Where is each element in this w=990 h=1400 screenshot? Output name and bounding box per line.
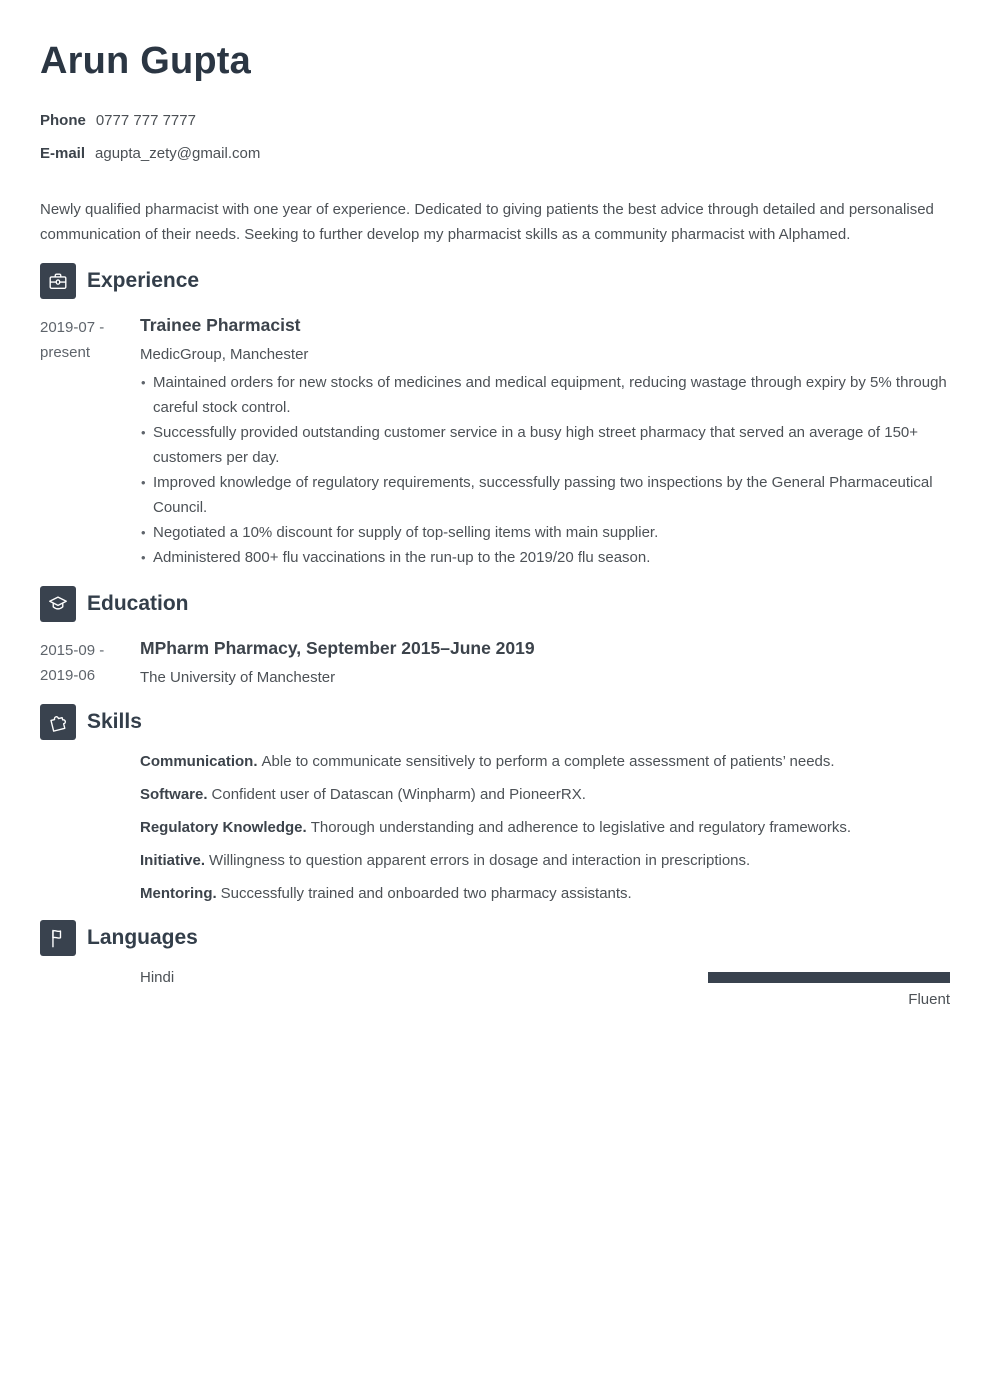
skill-item (140, 752, 950, 772)
skill-description: Willingness to question apparent errors in dosage and interaction in prescriptions. (209, 852, 751, 869)
skill-item (140, 785, 950, 805)
job-bullet: • Administered 800+ flu vaccinations in the run-up to the 2019/20 flu season. (140, 545, 950, 570)
job-bullet: • Improved knowledge of regulatory requirements, successfully passing two inspections by the General Pharmaceutical Council. (140, 470, 950, 520)
language-meter (708, 970, 950, 1007)
section-title-experience: Experience (87, 269, 200, 292)
graduation-cap-icon (40, 586, 76, 622)
experience-header (40, 263, 950, 299)
language-level-track (708, 972, 950, 983)
date-end: present (40, 344, 91, 361)
candidate-name: Arun Gupta (40, 40, 251, 82)
languages-header (40, 920, 950, 956)
section-languages (40, 920, 950, 1007)
language-name: Hindi (140, 969, 175, 986)
section-skills (40, 704, 950, 904)
experience-dates (40, 315, 140, 570)
job-bullet: • Successfully provided outstanding customer service in a busy high street pharmacy that served an average of 150+ customers per day. (140, 420, 950, 470)
date-end: 2019-06 (40, 667, 96, 684)
phone-label: Phone (40, 112, 86, 129)
experience-entry (40, 315, 950, 570)
phone-value: 0777 777 7777 (95, 112, 196, 129)
contact-email-row (40, 145, 950, 163)
skill-name: Initiative. (140, 852, 206, 869)
language-level-label: Fluent (908, 991, 950, 1008)
date-start: 2015-09 - (40, 642, 105, 659)
section-title-education: Education (87, 592, 189, 615)
email-value: agupta_zety@gmail.com (95, 145, 261, 162)
contact-phone-row (40, 112, 950, 130)
language-level-bar (708, 972, 950, 983)
job-bullet: • Maintained orders for new stocks of medicines and medical equipment, reducing wastage through expiry by 5% through careful stock control. (140, 370, 950, 420)
skill-item (140, 851, 950, 871)
skill-item (140, 884, 950, 904)
employer-name: MedicGroup, Manchester (140, 346, 309, 363)
briefcase-icon (40, 263, 76, 299)
education-entry (40, 638, 950, 688)
skill-description: Able to communicate sensitively to perform a complete assessment of patients’ needs. (261, 753, 835, 770)
degree-title: MPharm Pharmacy, September 2015–June 2019 (140, 638, 535, 658)
job-bullet-list (140, 370, 950, 570)
section-title-skills: Skills (87, 710, 142, 733)
skill-description: Successfully trained and onboarded two pharmacy assistants. (220, 885, 632, 902)
skill-description: Confident user of Datascan (Winpharm) and PioneerRX. (211, 786, 586, 803)
school-name: The University of Manchester (140, 669, 336, 686)
job-bullet: • Negotiated a 10% discount for supply of top-selling items with main supplier. (140, 520, 950, 545)
skill-item (140, 818, 950, 838)
flag-icon (40, 920, 76, 956)
section-experience (40, 263, 950, 570)
skills-header (40, 704, 950, 740)
contact-block (40, 112, 950, 163)
skill-name: Mentoring. (140, 885, 217, 902)
section-title-languages: Languages (87, 926, 198, 949)
skill-name: Software. (140, 786, 208, 803)
job-title: Trainee Pharmacist (140, 315, 301, 335)
section-education (40, 586, 950, 688)
email-label: E-mail (40, 145, 86, 162)
puzzle-icon (40, 704, 76, 740)
education-header (40, 586, 950, 622)
skill-list (40, 752, 950, 904)
language-row (40, 970, 950, 1007)
skill-description: Thorough understanding and adherence to legislative and regulatory frameworks. (310, 819, 852, 836)
skill-name: Communication. (140, 753, 258, 770)
skill-name: Regulatory Knowledge. (140, 819, 307, 836)
professional-summary: Newly qualified pharmacist with one year of experience. Dedicated to giving patients the best advice through detailed and personalised communication of their needs. Seeking to further develop my pharmacist skills as a community pharmacist with Alphamed. (40, 201, 934, 243)
date-start: 2019-07 - (40, 319, 105, 336)
education-dates (40, 638, 140, 688)
